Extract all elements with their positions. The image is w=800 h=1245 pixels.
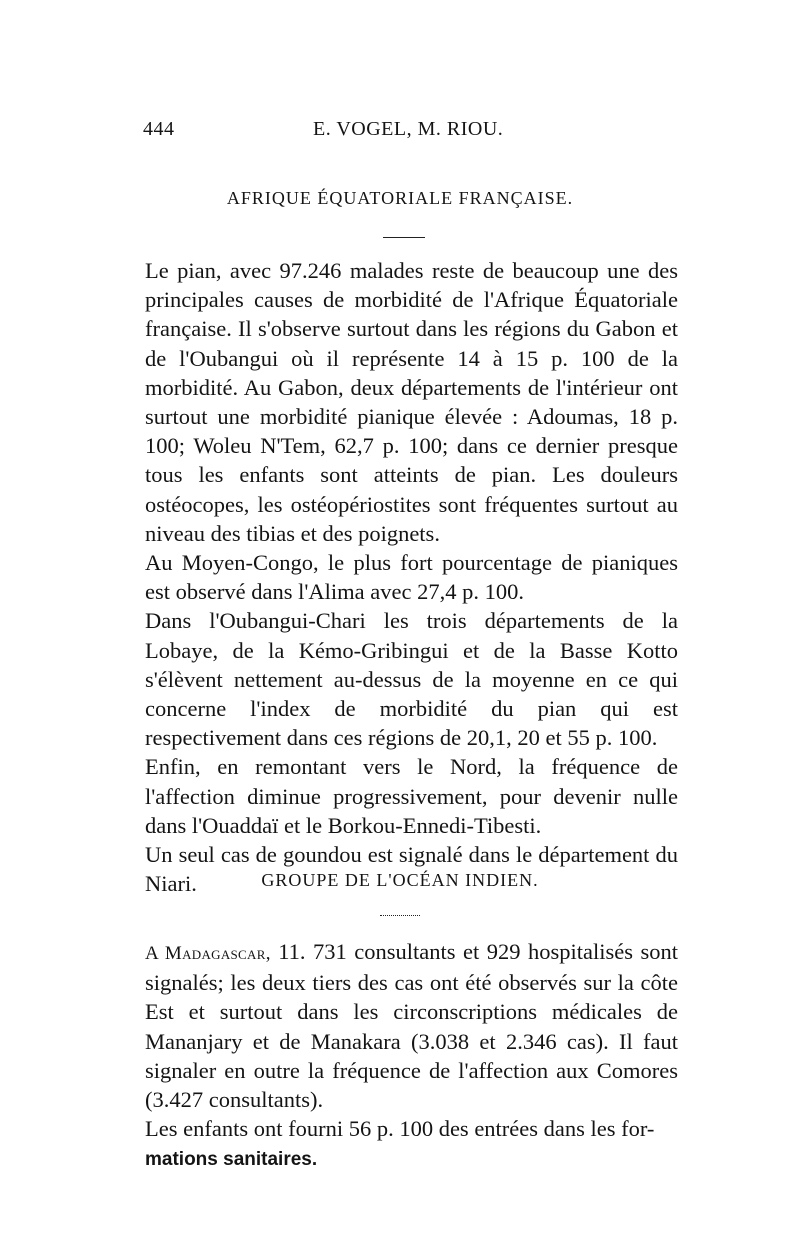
running-head [143,118,680,144]
section-title-ocean-indien: GROUPE DE L'OCÉAN INDIEN. [261,870,539,890]
section-body-ocean-indien [145,937,678,1175]
paragraph: Au Moyen-Congo, le plus fort pourcentage de pianiques est observé dans l'Alima avec 27,4 p. 100. [145,550,678,605]
paragraph: Un seul cas de goundou est signalé dans le département du Niari. [145,842,678,897]
section-body-afrique [145,256,678,898]
paragraph-text: 11. 731 consultants et 929 hospitalisés sont signalés; les deux tiers des cas ont été observés sur la côte Est et surtout dans les circonscriptions médicales de Mananjary et de Manakara (3.038 et 2.346 cas). Il faut signaler en outre la fréquence de l'affection aux Comores (3.427 consultants). [145,939,678,1113]
place-name-small-caps: A Madagascar, [145,943,271,964]
running-head-authors: E. VOGEL, M. RIOU. [313,118,504,140]
paragraph: Le pian, avec 97.246 malades reste de beaucoup une des principales causes de morbidité de l'Afrique Équatoriale française. Il s'observe surtout dans les régions du Gabon et de l'Oubangui où il représente 14 à 15 p. 100 de la morbidité. Au Gabon, deux départements de l'intérieur ont surtout une morbidité pianique élevée : Adoumas, 18 p. 100; Woleu N'Tem, 62,7 p. 100; dans ce dernier presque tous les enfants sont atteints de pian. Les douleurs ostéocopes, les ostéopériostites sont fréquentes surtout au niveau des tibias et des poignets. [145,258,678,546]
paragraph [145,937,678,1114]
paragraph: Dans l'Oubangui-Chari les trois départements de la Lobaye, de la Kémo-Gribingui et de la Basse Kotto s'élèvent nettement au-dessus de la moyenne en ce qui concerne l'index de morbidité du pian qui est respectivement dans ces régions de 20,1, 20 et 55 p. 100. [145,608,678,751]
paragraph-text-end: mations sanitaires. [145,1149,318,1171]
paragraph [145,1114,678,1174]
paragraph: Enfin, en remontant vers le Nord, la fréquence de l'affection diminue progressivement, pour devenir nulle dans l'Ouaddaï et le Borkou-Ennedi-Tibesti. [145,754,678,838]
section-title-afrique: AFRIQUE ÉQUATORIALE FRANÇAISE. [226,188,574,208]
section-divider [380,915,420,916]
paragraph-text: Les enfants ont fourni 56 p. 100 des entrées dans les for- [145,1116,655,1142]
page-number: 444 [143,118,175,140]
section-divider [383,237,425,238]
